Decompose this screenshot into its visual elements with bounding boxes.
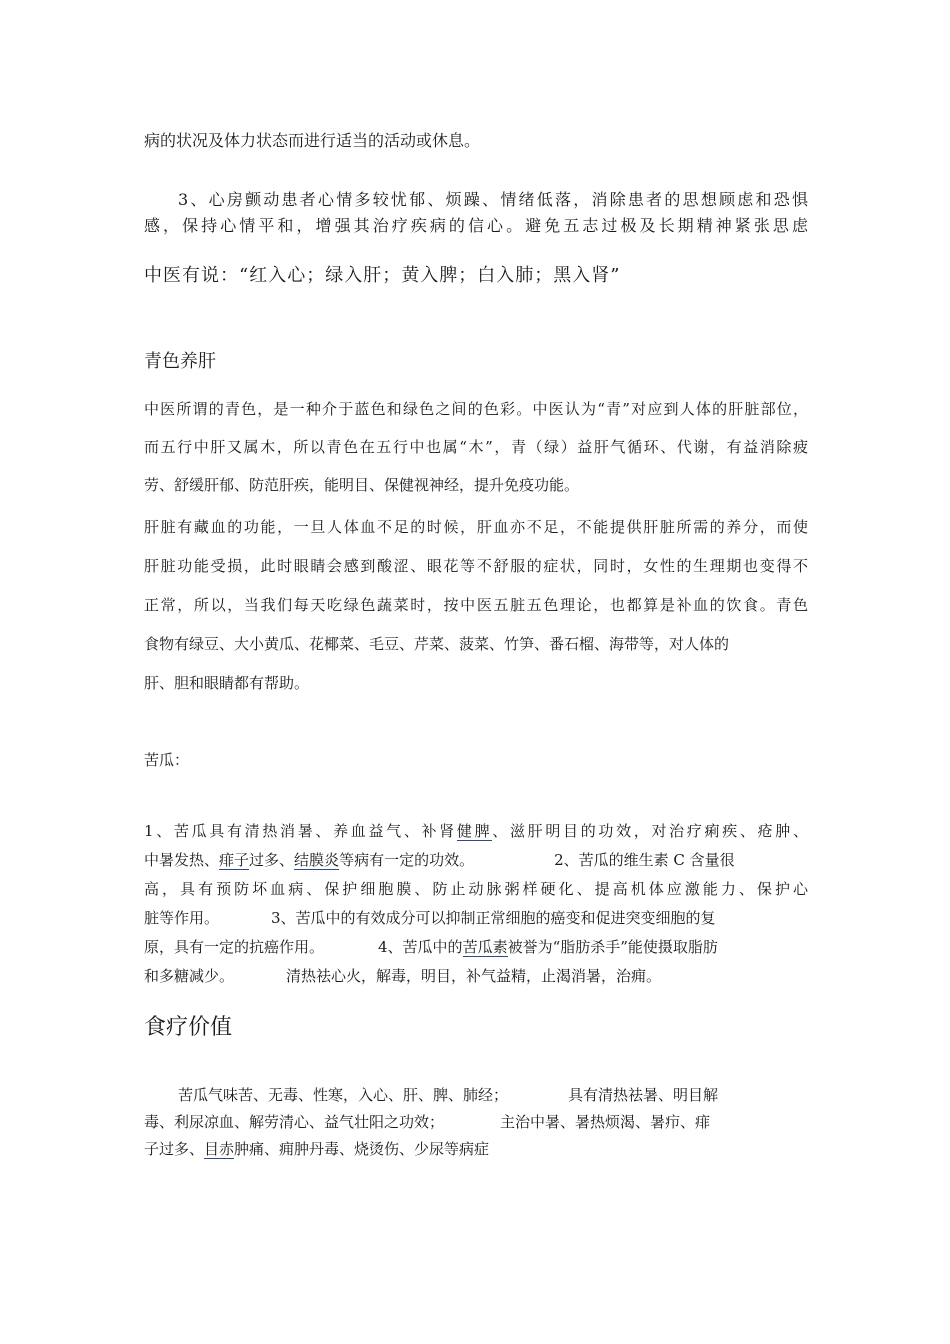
- text-span: 过多、: [249, 851, 295, 869]
- text-span: 被誉为“脂肪杀手”能使摄取脂肪: [507, 938, 718, 956]
- text-span: 2、苦瓜的维生素 C 含量很: [554, 851, 735, 869]
- link-feizi[interactable]: 痱子: [219, 851, 250, 869]
- text-line: 3、心房颤动患者心情多较忧郁、烦躁、情绪低落，消除患者的思想顾虑和恐惧: [178, 190, 808, 209]
- text-line: [144, 817, 808, 846]
- text-line: [144, 904, 808, 933]
- text-span: 1、苦瓜具有清热消暑、养血益气、补肾: [144, 822, 457, 840]
- tcm-saying: 中医有说：“红入心；绿入肝；黄入脾；白入肺；黑入肾”: [144, 265, 621, 286]
- text-span: 中暑发热、: [144, 851, 220, 869]
- text-line: [144, 962, 808, 991]
- paragraph-item-3: [144, 187, 808, 239]
- text-line: 感，保持心情平和，增强其治疗疾病的信心。避免五志过极及长期精神紧张思虑: [144, 216, 808, 235]
- text-span: 等病有一定的功效。: [339, 851, 475, 869]
- paragraph-qingse-2: [144, 508, 808, 703]
- text-line: [144, 1136, 808, 1163]
- text-line: 肝脏有藏血的功能，一旦人体血不足的时候，肝血亦不足，不能提供肝脏所需的养分，而使: [144, 518, 808, 536]
- text-span: 苦瓜气味苦、无毒、性寒，入心、肝、脾、肺经；: [178, 1086, 509, 1104]
- heading-qingse: 青色养肝: [144, 351, 216, 372]
- link-jiemoyan[interactable]: 结膜炎: [294, 851, 340, 869]
- text-span: 清热祛心火，解毒，明目，补气益精，止渴消暑，治痈。: [286, 967, 662, 985]
- link-muchi[interactable]: 目赤: [204, 1140, 235, 1158]
- text-line: 肝、胆和眼睛都有帮助。: [144, 674, 310, 692]
- text-line: [144, 846, 808, 875]
- text-span: 具有清热祛暑、明目解: [568, 1086, 719, 1104]
- text-line: 中医所谓的青色，是一种介于蓝色和绿色之间的色彩。中医认为“青”对应到人体的肝脏部位，: [144, 400, 808, 418]
- text-span: 主治中暑、暑热烦渴、暑疖、痱: [500, 1113, 711, 1131]
- paragraph-shiliao: [144, 1082, 808, 1163]
- heading-shiliao: 食疗价值: [144, 1015, 233, 1040]
- heading-kugua: 苦瓜：: [144, 751, 190, 769]
- text-line: 正常，所以，当我们每天吃绿色蔬菜时，按中医五脏五色理论，也都算是补血的饮食。青色: [144, 596, 808, 614]
- link-jianpi[interactable]: 健脾: [456, 822, 493, 840]
- text-span: 肿痛、痈肿丹毒、烧烫伤、少尿等病症: [234, 1140, 490, 1158]
- paragraph-qingse-1: [144, 390, 808, 504]
- text-line: [144, 1109, 808, 1136]
- text-span: 、滋肝明目的功效，对治疗痢疾、疮肿、: [492, 822, 808, 840]
- text-span: 脏等作用。: [144, 909, 220, 927]
- text-span: 4、苦瓜中的: [378, 938, 463, 956]
- text-line: 而五行中肝又属木，所以青色在五行中也属“木”，青（绿）益肝气循环、代谢，有益消除疲: [144, 438, 808, 456]
- text-span: 3、苦瓜中的有效成分可以抑制正常细胞的癌变和促进突变细胞的复: [271, 909, 716, 927]
- text-span: 原，具有一定的抗癌作用。: [144, 938, 325, 956]
- text-span: 和多糖减少。: [144, 967, 235, 985]
- paragraph-kugua: [144, 817, 808, 991]
- text-line: [144, 1082, 808, 1109]
- text-span: 子过多、: [144, 1140, 205, 1158]
- text-line: 食物有绿豆、大小黄瓜、花椰菜、毛豆、芹菜、菠菜、竹笋、番石榴、海带等，对人体的: [144, 635, 730, 653]
- text-span: 毒、利尿凉血、解劳清心、益气壮阳之功效；: [144, 1113, 445, 1131]
- text-line: [144, 933, 808, 962]
- text-line: 肝脏功能受损，此时眼睛会感到酸涩、眼花等不舒服的症状，同时，女性的生理期也变得不: [144, 557, 808, 575]
- paragraph-intro: [144, 128, 808, 151]
- text-line: 病的状况及体力状态而进行适当的活动或休息。: [144, 131, 481, 150]
- link-kuguasu[interactable]: 苦瓜素: [462, 938, 508, 956]
- text-line: 高，具有预防坏血病、保护细胞膜、防止动脉粥样硬化、提高机体应激能力、保护心: [144, 880, 808, 898]
- text-line: 劳、舒缓肝郁、防范肝疾，能明目、保健视神经，提升免疫功能。: [144, 476, 580, 494]
